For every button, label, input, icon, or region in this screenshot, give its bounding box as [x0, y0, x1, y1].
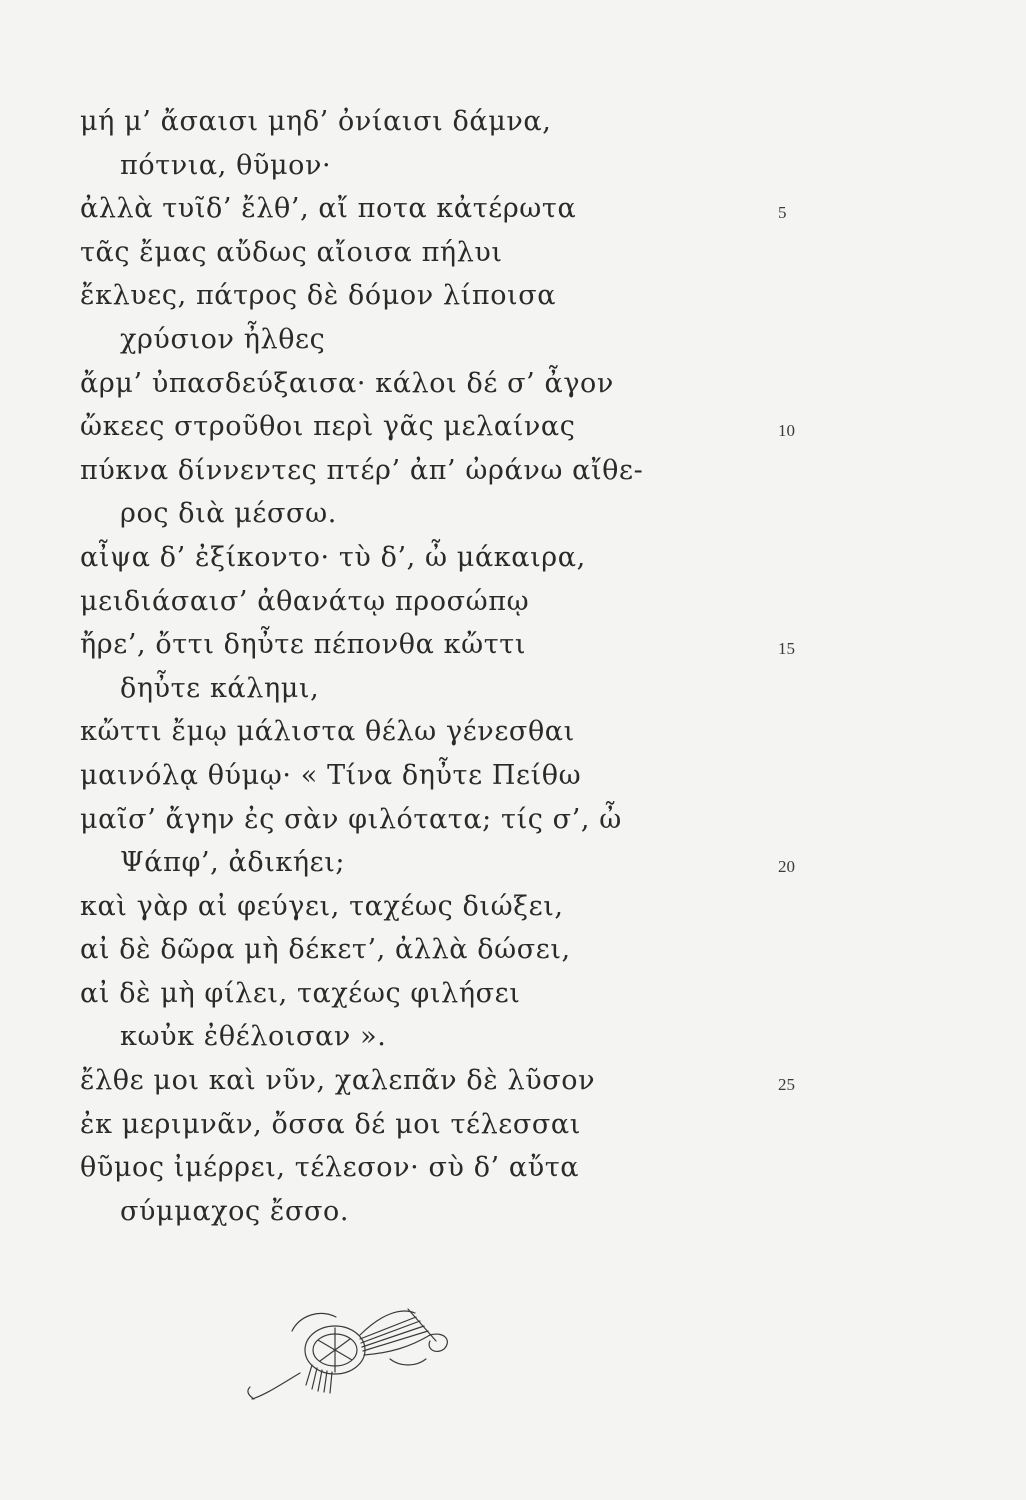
poem-line — [80, 362, 900, 406]
poem-line-text: ἔλθε μοι καὶ νῦν, χαλεπᾶν δὲ λῦσον — [80, 1065, 596, 1097]
poem-line-text: σύμμαχος ἔσσο. — [120, 1195, 350, 1227]
poem-line — [80, 274, 900, 318]
poem-text — [80, 100, 900, 1233]
poem-line — [80, 144, 900, 188]
line-number: 20 — [778, 857, 795, 877]
poem-line — [80, 536, 900, 580]
poem-line-text: μειδιάσαισ’ ἀθανάτῳ προσώπῳ — [80, 585, 530, 617]
poem-line — [80, 1190, 900, 1234]
poem-line-text: αἰ δὲ μὴ φίλει, ταχέως φιλήσει — [80, 977, 521, 1009]
poem-line — [80, 972, 900, 1016]
poem-line — [80, 885, 900, 929]
poem-line — [80, 798, 900, 842]
line-number: 10 — [778, 421, 795, 441]
poem-line — [80, 667, 900, 711]
poem-line — [80, 318, 900, 362]
line-number: 25 — [778, 1075, 795, 1095]
poem-line-text: αἰ δὲ δῶρα μὴ δέκετ’, ἀλλὰ δώσει, — [80, 934, 571, 966]
poem-line — [80, 449, 900, 493]
poem-line-text: μαινόλᾳ θύμῳ· « Τίνα δηὖτε Πείθω — [80, 759, 582, 791]
poem-line-text: πύκνα δίννεντες πτέρ’ ἀπ’ ὠράνω αἴθε- — [80, 454, 644, 486]
poem-line-text: κὤττι ἔμῳ μάλιστα θέλω γένεσθαι — [80, 716, 575, 748]
poem-line-text: θῦμος ἰμέρρει, τέλεσον· σὺ δ’ αὔτα — [80, 1152, 580, 1184]
poem-line-text: πότνια, θῦμον· — [120, 149, 332, 181]
poem-line-text: Ψάπφ’, ἀδικήει; — [120, 847, 346, 879]
poem-line-text: ἔκλυες, πάτρος δὲ δόμον λίποισα — [80, 280, 557, 312]
poem-line-text: καὶ γὰρ αἰ φεύγει, ταχέως διώξει, — [80, 890, 564, 922]
poem-line — [80, 100, 900, 144]
poem-line — [80, 405, 900, 449]
poem-line — [80, 710, 900, 754]
poem-line — [80, 623, 900, 667]
poem-line — [80, 1059, 900, 1103]
poem-line — [80, 1015, 900, 1059]
line-number: 5 — [778, 203, 787, 223]
poem-line-text: ἤρε’, ὄττι δηὖτε πέπονθα κὤττι — [80, 629, 527, 661]
poem-line-text: μή μ’ ἄσαισι μηδ’ ὀνίαισι δάμνα, — [80, 106, 552, 137]
poem-line-text: ἐκ μεριμνᾶν, ὄσσα δέ μοι τέλεσσαι — [80, 1108, 581, 1140]
poem-line — [80, 580, 900, 624]
poem-line — [80, 187, 900, 231]
poem-line-text: τᾶς ἔμας αὔδως αἴοισα πήλυι — [80, 236, 503, 268]
poem-line — [80, 231, 900, 275]
poem-line — [80, 1103, 900, 1147]
poem-line-text: δηὖτε κάλημι, — [120, 672, 320, 704]
poem-line — [80, 928, 900, 972]
poem-line — [80, 492, 900, 536]
poem-line-text: αἶψα δ’ ἐξίκοντο· τὺ δ’, ὦ μάκαιρα, — [80, 541, 586, 573]
poem-line-text: κωὐκ ἐθέλοισαν ». — [120, 1021, 387, 1053]
poem-line-text: χρύσιον ἦλθες — [120, 323, 326, 355]
poem-line-text: ἄρμ’ ὐπασδεύξαισα· κάλοι δέ σ’ ἆγον — [80, 367, 614, 399]
poem-line-text: ρος διὰ μέσσω. — [120, 498, 337, 530]
poem-line-text: ὤκεες στροῦθοι περὶ γᾶς μελαίνας — [80, 411, 576, 443]
poem-line-text: ἀλλὰ τυῖδ’ ἔλθ’, αἴ ποτα κἀτέρωτα — [80, 193, 577, 225]
lyre-icon — [240, 1295, 460, 1415]
poem-line-text: μαῖσ’ ἄγην ἐς σὰν φιλότατα; τίς σ’, ὦ — [80, 803, 622, 835]
poem-line — [80, 1146, 900, 1190]
line-number: 15 — [778, 639, 795, 659]
poem-line — [80, 841, 900, 885]
poem-line — [80, 754, 900, 798]
